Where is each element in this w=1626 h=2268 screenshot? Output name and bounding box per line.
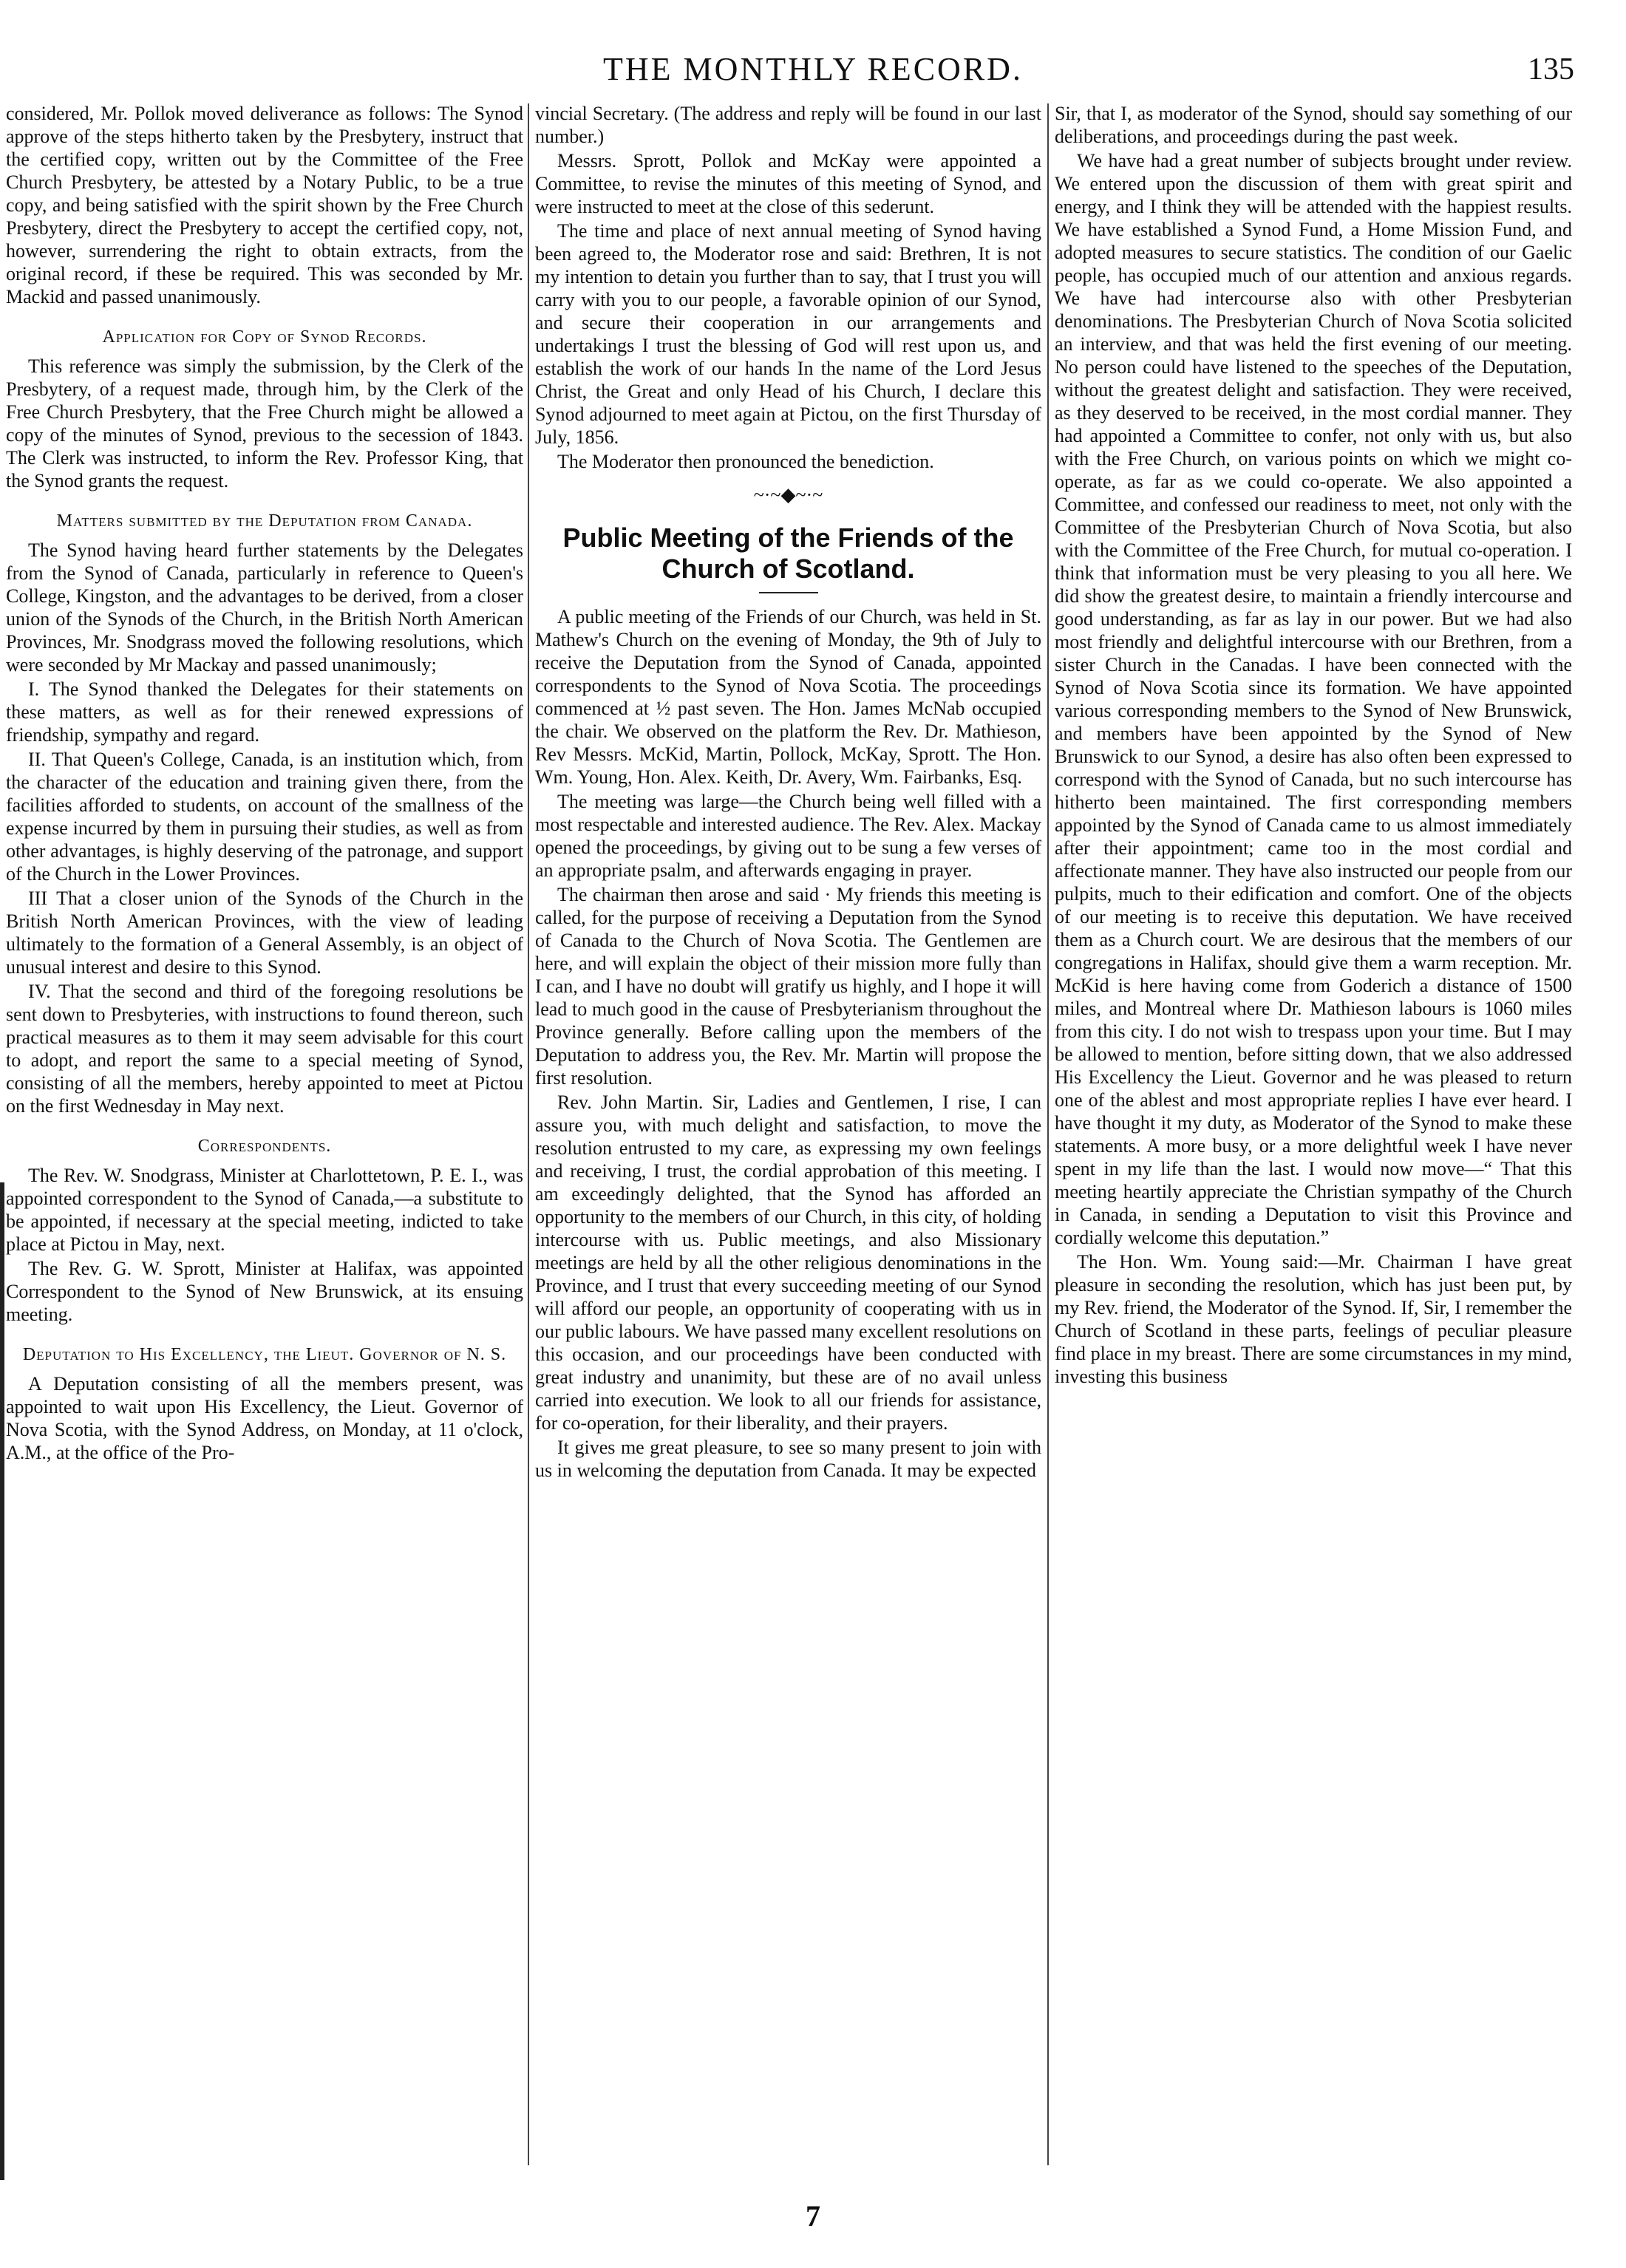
paragraph: Messrs. Sprott, Pollok and McKay were appointed a Committee, to revise the minutes of this meeting of Synod, and were instructed to meet at the close of this sederunt. — [535, 150, 1041, 217]
section-heading: Deputation to His Excellency, the Lieut. Governor of N. S. — [22, 1345, 507, 1364]
paragraph: IV. That the second and third of the foregoing resolutions be sent down to Presbyteries, with instructions to found thereon, such practical measures as to them it may seem advisable for this court to adopt, and report the same to a special meeting of Synod, consisting of all the members, hereby appointed to meet at Pictou on the first Wednesday in May next. — [6, 981, 523, 1117]
signature-mark: 7 — [806, 2199, 820, 2233]
column-right — [1055, 102, 1572, 2171]
paragraph: The Moderator then pronounced the benediction. — [557, 451, 934, 472]
paragraph: The Rev. G. W. Sprott, Minister at Halifax, was appointed Correspondent to the Synod of New Brunswick, at its ensuing meeting. — [6, 1258, 523, 1325]
binding-edge — [0, 1182, 4, 2180]
column-rule-1 — [528, 103, 529, 2165]
paragraph: The Synod having heard further statements by the Delegates from the Synod of Canada, particularly in reference to Queen's College, Kingston, and the advantages to be derived, from a closer union of the Synods of the Church, in the British North American Provinces, Mr. Snodgrass moved the following resolutions, which were seconded by Mr Mackay and passed unanimously; — [6, 539, 523, 675]
paragraph: The Rev. W. Snodgrass, Minister at Charlottetown, P. E. I., was appointed correspondent to the Synod of Canada,—a substitute to be appointed, if necessary at the special meeting, indicted to take place at Pictou in May, next. — [6, 1165, 523, 1255]
paragraph: III That a closer union of the Synods of the Church in the British North American Provinces, with the view of leading ultimately to the formation of a General Assembly, is an object of unusual interest and desire to this Synod. — [6, 888, 523, 978]
ornament-divider: ~·~◆~·~ — [753, 484, 823, 505]
paragraph: A Deputation consisting of all the members present, was appointed to wait upon His Excellency, the Lieut. Governor of Nova Scotia, with the Synod Address, on Monday, at 11 o'clock, A.M., at the office of the Pro- — [6, 1373, 523, 1463]
paragraph: The time and place of next annual meeting of Synod having been agreed to, the Moderator rose and said: Brethren, It is not my intention to detain you further than to say, that I trust you will carry with you to our people, a favorable opinion of our Synod, and secure their cooperation in our arrangements and undertakings I trust the blessing of God will rest upon us, and establish the work of our hands In the name of the Lord Jesus Christ, the Great and only Head of his Church, I declare this Synod adjourned to meet again at Pictou, on the first Thursday of July, 1856. — [535, 220, 1041, 448]
section-heading: Correspondents. — [197, 1137, 332, 1156]
section-heading: Matters submitted by the Deputation from Canada. — [56, 511, 473, 531]
paragraph: considered, Mr. Pollok moved deliverance as follows: The Synod approve of the steps hitherto taken by the Presbytery, instruct that the certified copy, written out by the Committee of the Free Church Presbytery, be attested by a Notary Public, to be a true copy, and being satisfied with the spirit shown by the Free Church Presbytery, direct the Presbytery to accept the certified copy, not, however, surrendering the right to obtain extracts, from the original record, if these be required. This was seconded by Mr. Mackid and passed unanimously. — [6, 103, 523, 307]
heading-rule — [759, 592, 818, 593]
paragraph: This reference was simply the submission, by the Clerk of the Presbytery, of a request made, through him, by the Clerk of the Free Church Presbytery, that the Free Church might be allowed a copy of the minutes of Synod, previous to the secession of 1843. The Clerk was instructed, to inform the Rev. Professor King, that the Synod grants the request. — [6, 355, 523, 491]
paragraph: vincial Secretary. (The address and reply will be found in our last number.) — [535, 103, 1041, 147]
paragraph: A public meeting of the Friends of our Church, was held in St. Mathew's Church on the evening of Monday, the 9th of July to receive the Deputation from the Synod of Canada, appointed correspondents to the Synod of Nova Scotia. The proceedings commenced at ½ past seven. The Hon. James McNab occupied the chair. We observed on the platform the Rev. Dr. Mathieson, Rev Messrs. McKid, Martin, Pollock, McKay, Sprott. The Hon. Wm. Young, Hon. Alex. Keith, Dr. Avery, Wm. Fairbanks, Esq. — [535, 606, 1041, 788]
page-header — [0, 50, 1626, 102]
article-heading: Public Meeting of the Friends of the Church of Scotland. — [562, 522, 1014, 584]
column-left — [6, 102, 523, 2171]
paragraph: The Hon. Wm. Young said:—Mr. Chairman I have great pleasure in seconding the resolution, which has just been put, by my Rev. friend, the Moderator of the Synod. If, Sir, I remember the Church of Scotland in these parts, feelings of peculiar pleasure find place in my breast. There are some circumstances in my mind, investing this business — [1055, 1251, 1572, 1387]
running-title: THE MONTHLY RECORD. — [603, 51, 1023, 87]
paragraph: I. The Synod thanked the Delegates for their statements on these matters, as well as for their renewed expressions of friendship, sympathy and regard. — [6, 678, 523, 746]
paragraph: We have had a great number of subjects brought under review. We entered upon the discussion of them with great spirit and energy, and I think they will be attended with the happiest results. We have established a Synod Fund, a Home Mission Fund, and adopted measures to secure statistics. The condition of our Gaelic people, has occupied much of our attention and anxious regards. We have had intercourse also with other Presbyterian denominations. The Presbyterian Church of Nova Scotia solicited an interview, and that was held the first evening of our meeting. No person could have listened to the speeches of the Deputation, without the greatest delight and satisfaction. They were received, as they deserved to be received, in the most cordial manner. They had appointed a Committee to confer, not only with us, but also with the Free Church, on various points on which we might co-operate, as far as we could co-operate. We also appointed a Committee, and confessed our readiness to meet, not only with the Committee of the Presbyterian Church of Nova Scotia, but also with the Committee of the Free Church, for mutual co-operation. I think that information must be very pleasing to you all here. We did show the greatest desire, to maintain a friendly intercourse and good understanding, as far as lay in our power. But we had also most friendly and delightful intercourse with our Brethren, from a sister Church in the Canadas. I have been connected with the Synod of Nova Scotia since its formation. We have appointed various corresponding members to the Synod of New Brunswick, and members have been appointed by the Synod of New Brunswick to our Synod, a desire has also often been expressed to correspond with the Synod of Canada, but no such intercourse has hitherto been maintained. The first corresponding members appointed by the Synod of Canada came to us almost immediately after their appointment; came too in the most cordial and affectionate manner. They have also instructed our people from our pulpits, much to their edification and comfort. One of the objects of our meeting is to receive this deputation. We have received them as a Church court. We are desirous that the members of our congregations in Halifax, should give them a warm reception. Mr. McKid is here having come from Goderich a distance of 1500 miles, and Montreal where Dr. Mathieson labours is 1060 miles from this city. I do not wish to trespass upon your time. But I may be allowed to mention, before sitting down, that we also addressed His Excellency the Lieut. Governor and he was pleased to return one of the ablest and most appropriate replies I have ever heard. I have thought it my duty, as Moderator of the Synod to make these statements. A more busy, or a more delightful week I have never spent in my life than the last. I would now move—“ That this meeting heartily appreciate the Christian sympathy of the Church in Canada, in sending a Deputation to visit this Province and cordially welcome this deputation.” — [1055, 150, 1572, 1248]
paragraph: It gives me great pleasure, to see so many present to join with us in welcoming the deputation from Canada. It may be expected — [535, 1437, 1041, 1481]
section-heading: Application for Copy of Synod Records. — [102, 327, 427, 347]
column-middle — [535, 102, 1041, 2171]
paragraph: Rev. John Martin. Sir, Ladies and Gentlemen, I rise, I can assure you, with much delight and satisfaction, to move the resolution entrusted to my care, as expressing my own feelings and receiving, I trust, the cordial approbation of this meeting. I am exceedingly delighted, that the Synod has afforded an opportunity to the members of our Church, in this city, of holding intercourse with us. Public meetings, and also Missionary meetings are held by all the other religious denominations in the Province, and I trust that every succeeding meeting of our Synod will afford our people, an opportunity of cooperating with us in our public labours. We have passed many excellent resolutions on this occasion, and our proceedings have been conducted with great industry and unanimity, but these are of no avail unless carried into execution. We look to all our friends for assistance, for co-operation, for their liberality, and their prayers. — [535, 1092, 1041, 1434]
paragraph: The meeting was large—the Church being well filled with a most respectable and interested audience. The Rev. Alex. Mackay opened the proceedings, by giving out to be sung a few verses of an appropriate psalm, and afterwards engaging in prayer. — [535, 791, 1041, 881]
column-rule-2 — [1047, 103, 1049, 2165]
paragraph: Sir, that I, as moderator of the Synod, should say something of our deliberations, and proceedings during the past week. — [1055, 103, 1572, 147]
paragraph: II. That Queen's College, Canada, is an institution which, from the character of the education and training given there, from the facilities afforded to students, on account of the smallness of the expense incurred by them in pursuing their studies, as well as from other advantages, is highly deserving of the patronage, and support of the Church in the Lower Provinces. — [6, 749, 523, 885]
paragraph: The chairman then arose and said · My friends this meeting is called, for the purpose of receiving a Deputation from the Synod of Canada to the Church of Nova Scotia. The Gentlemen are here, and will explain the object of their mission more fully than I can, and I have no doubt will gratify us highly, and I hope it will lead to much good in the cause of Presbyterianism throughout the Province generally. Before calling upon the members of the Deputation to address you, the Rev. Mr. Martin will propose the first resolution. — [535, 884, 1041, 1089]
page-number: 135 — [1528, 52, 1574, 86]
